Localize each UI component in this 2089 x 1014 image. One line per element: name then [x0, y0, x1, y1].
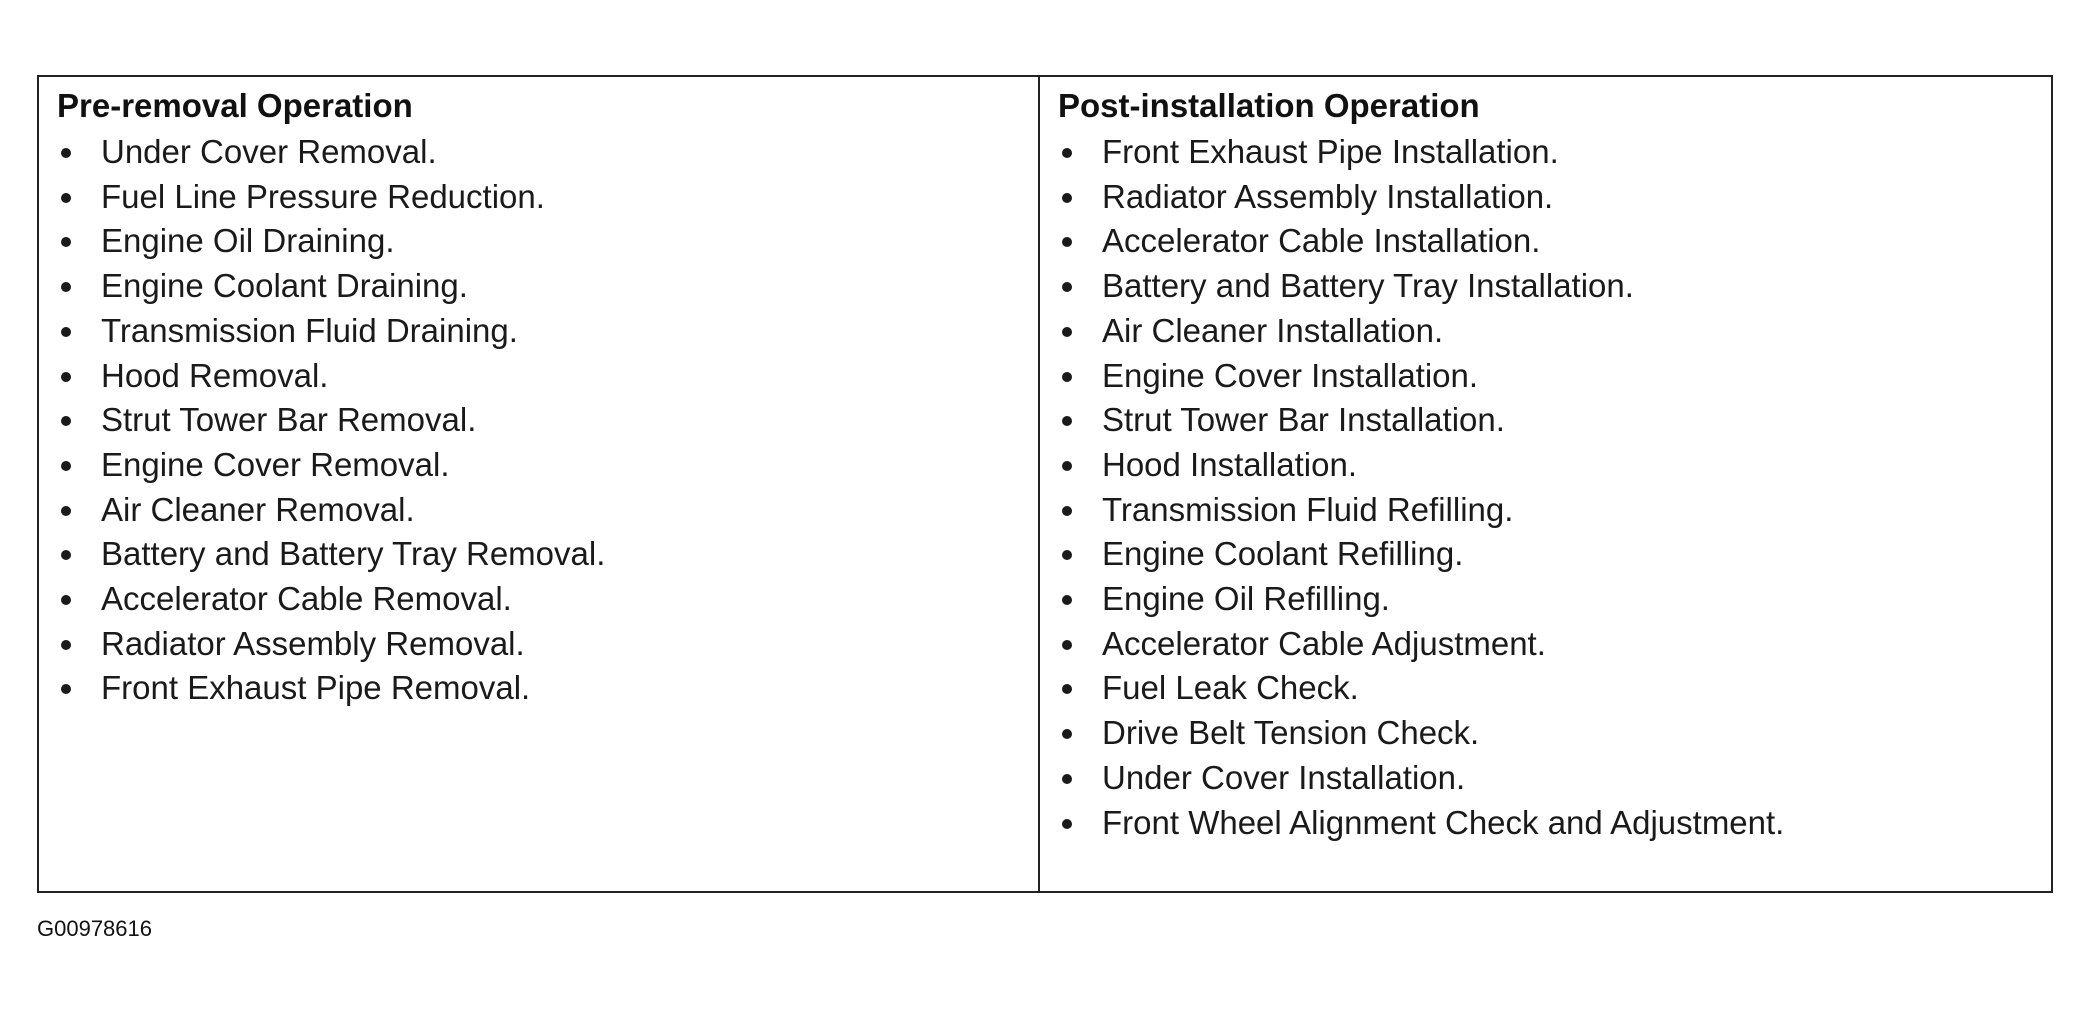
bullet-icon — [1062, 327, 1072, 337]
bullet-icon — [1062, 237, 1072, 247]
bullet-icon — [1062, 595, 1072, 605]
list-item: Front Exhaust Pipe Installation. — [1058, 130, 2051, 175]
bullet-icon — [1062, 729, 1072, 739]
bullet-icon — [1062, 416, 1072, 426]
post-installation-heading: Post-installation Operation — [1058, 87, 1480, 124]
list-item: Under Cover Installation. — [1058, 756, 2051, 801]
list-item: Battery and Battery Tray Installation. — [1058, 264, 2051, 309]
list-item: Hood Removal. — [57, 354, 1038, 399]
bullet-icon — [1062, 550, 1072, 560]
list-item: Engine Oil Draining. — [57, 219, 1038, 264]
bullet-icon — [1062, 640, 1072, 650]
bullet-icon — [1062, 372, 1072, 382]
list-item: Front Wheel Alignment Check and Adjustment. — [1058, 801, 2051, 846]
bullet-icon — [61, 550, 71, 560]
list-item: Air Cleaner Removal. — [57, 488, 1038, 533]
list-item: Radiator Assembly Removal. — [57, 622, 1038, 667]
bullet-icon — [61, 193, 71, 203]
bullet-icon — [61, 595, 71, 605]
list-item: Strut Tower Bar Removal. — [57, 398, 1038, 443]
bullet-icon — [1062, 684, 1072, 694]
bullet-icon — [61, 461, 71, 471]
list-item: Radiator Assembly Installation. — [1058, 175, 2051, 220]
bullet-icon — [61, 372, 71, 382]
list-item: Air Cleaner Installation. — [1058, 309, 2051, 354]
bullet-icon — [1062, 819, 1072, 829]
list-item: Fuel Line Pressure Reduction. — [57, 175, 1038, 220]
pre-removal-list — [57, 130, 1038, 711]
list-item: Drive Belt Tension Check. — [1058, 711, 2051, 756]
bullet-icon — [1062, 774, 1072, 784]
list-item: Front Exhaust Pipe Removal. — [57, 666, 1038, 711]
bullet-icon — [1062, 461, 1072, 471]
list-item: Engine Coolant Draining. — [57, 264, 1038, 309]
bullet-icon — [1062, 506, 1072, 516]
bullet-icon — [61, 148, 71, 158]
list-item: Accelerator Cable Installation. — [1058, 219, 2051, 264]
bullet-icon — [61, 327, 71, 337]
bullet-icon — [61, 640, 71, 650]
list-item: Accelerator Cable Adjustment. — [1058, 622, 2051, 667]
bullet-icon — [61, 506, 71, 516]
bullet-icon — [61, 684, 71, 694]
list-item: Transmission Fluid Draining. — [57, 309, 1038, 354]
post-installation-column — [1040, 77, 2051, 891]
bullet-icon — [61, 282, 71, 292]
list-item: Strut Tower Bar Installation. — [1058, 398, 2051, 443]
list-item: Engine Cover Installation. — [1058, 354, 2051, 399]
bullet-icon — [61, 237, 71, 247]
list-item: Accelerator Cable Removal. — [57, 577, 1038, 622]
list-item: Engine Cover Removal. — [57, 443, 1038, 488]
pre-removal-column — [39, 77, 1040, 891]
operations-table — [37, 75, 2053, 893]
list-item: Fuel Leak Check. — [1058, 666, 2051, 711]
list-item: Under Cover Removal. — [57, 130, 1038, 175]
bullet-icon — [1062, 193, 1072, 203]
post-installation-list — [1058, 130, 2051, 845]
list-item: Battery and Battery Tray Removal. — [57, 532, 1038, 577]
figure-id: G00978616 — [37, 916, 152, 941]
bullet-icon — [61, 416, 71, 426]
pre-removal-heading: Pre-removal Operation — [57, 87, 413, 124]
list-item: Engine Coolant Refilling. — [1058, 532, 2051, 577]
bullet-icon — [1062, 282, 1072, 292]
list-item: Transmission Fluid Refilling. — [1058, 488, 2051, 533]
list-item: Engine Oil Refilling. — [1058, 577, 2051, 622]
bullet-icon — [1062, 148, 1072, 158]
list-item: Hood Installation. — [1058, 443, 2051, 488]
